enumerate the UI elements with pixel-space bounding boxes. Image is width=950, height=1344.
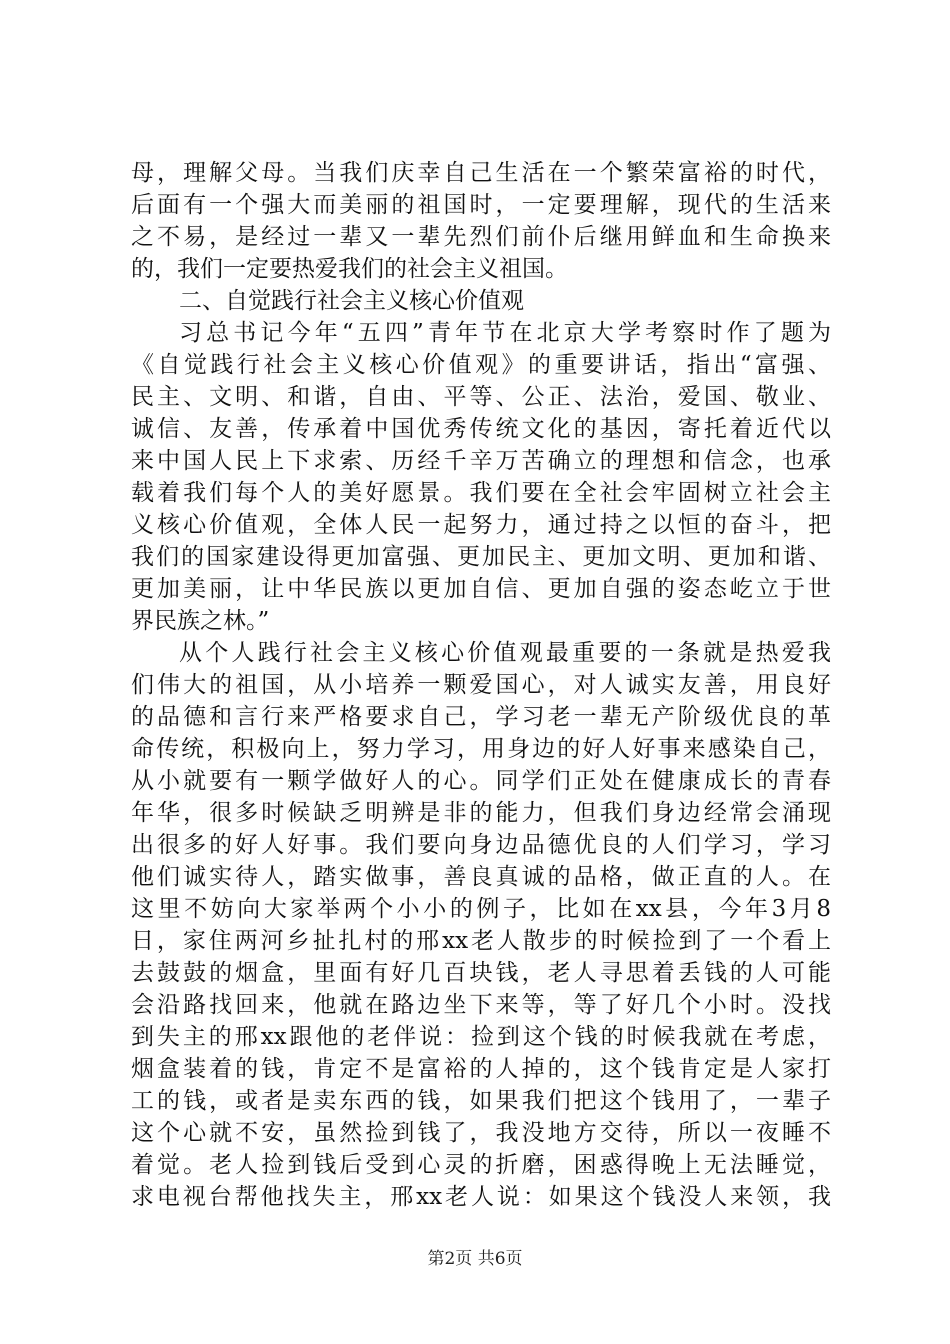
text-line: 《自觉践行社会主义核心价值观》的重要讲话，指出“富强、 (131, 352, 831, 378)
text-line: 烟盒装着的钱，肯定不是富裕的人掉的，这个钱肯定是人家打 (131, 1056, 831, 1082)
text-line: 们伟大的祖国，从小培养一颗爱国心，对人诚实友善，用良好 (131, 672, 831, 698)
text-line: 工的钱，或者是卖东西的钱，如果我们把这个钱用了，一辈子 (131, 1088, 831, 1114)
text-line: 诚信、友善，传承着中国优秀传统文化的基因，寄托着近代以 (131, 416, 831, 442)
text-line: 他们诚实待人，踏实做事，善良真诚的品格，做正直的人。在 (131, 864, 831, 890)
text-line: 着觉。老人捡到钱后受到心灵的折磨，困惑得晚上无法睡觉， (131, 1152, 831, 1178)
text-line: 的品德和言行来严格要求自己，学习老一辈无产阶级优良的革 (131, 704, 831, 730)
text-line: 界民族之林。” (131, 608, 270, 634)
text-line: 日，家住两河乡扯扎村的邢xx老人散步的时候捡到了一个看上 (131, 928, 831, 954)
document-body (131, 157, 831, 1213)
text-line: 的，我们一定要热爱我们的社会主义祖国。 (131, 256, 568, 282)
text-line: 这里不妨向大家举两个小小的例子，比如在xx县，今年3月8 (131, 896, 831, 922)
text-line: 之不易，是经过一辈又一辈先烈们前仆后继用鲜血和生命换来 (131, 224, 831, 250)
text-line: 更加美丽，让中华民族以更加自信、更加自强的姿态屹立于世 (131, 576, 831, 602)
text-line: 我们的国家建设得更加富强、更加民主、更加文明、更加和谐、 (131, 544, 831, 570)
text-line: 命传统，积极向上，努力学习，用身边的好人好事来感染自己， (131, 736, 831, 762)
text-line: 年华，很多时候缺乏明辨是非的能力，但我们身边经常会涌现 (131, 800, 831, 826)
text-line: 后面有一个强大而美丽的祖国时，一定要理解，现代的生活来 (131, 192, 831, 218)
text-line: 这个心就不安，虽然捡到钱了，我没地方交待，所以一夜睡不 (131, 1120, 831, 1146)
text-line: 出很多的好人好事。我们要向身边品德优良的人们学习，学习 (131, 832, 831, 858)
text-line: 去鼓鼓的烟盒，里面有好几百块钱，老人寻思着丢钱的人可能 (131, 960, 831, 986)
text-line: 载着我们每个人的美好愿景。我们要在全社会牢固树立社会主 (131, 480, 831, 506)
text-line: 母，理解父母。当我们庆幸自己生活在一个繁荣富裕的时代， (131, 160, 831, 186)
text-line: 习总书记今年“五四”青年节在北京大学考察时作了题为 (179, 320, 831, 346)
text-line: 来中国人民上下求索、历经千辛万苦确立的理想和信念，也承 (131, 448, 831, 474)
text-line: 从小就要有一颗学做好人的心。同学们正处在健康成长的青春 (131, 768, 831, 794)
text-line: 会沿路找回来，他就在路边坐下来等，等了好几个小时。没找 (131, 992, 831, 1018)
text-line: 求电视台帮他找失主，邢xx老人说：如果这个钱没人来领，我 (131, 1184, 831, 1210)
text-line: 民主、文明、和谐，自由、平等、公正、法治，爱国、敬业、 (131, 384, 831, 410)
text-line: 从个人践行社会主义核心价值观最重要的一条就是热爱我 (179, 640, 831, 666)
text-line: 到失主的邢xx跟他的老伴说：捡到这个钱的时候我就在考虑， (131, 1024, 831, 1050)
page-number-footer: 第2页 共6页 (427, 1249, 523, 1269)
text-line: 义核心价值观，全体人民一起努力，通过持之以恒的奋斗，把 (131, 512, 831, 538)
section-heading: 二、自觉践行社会主义核心价值观 (179, 288, 524, 314)
